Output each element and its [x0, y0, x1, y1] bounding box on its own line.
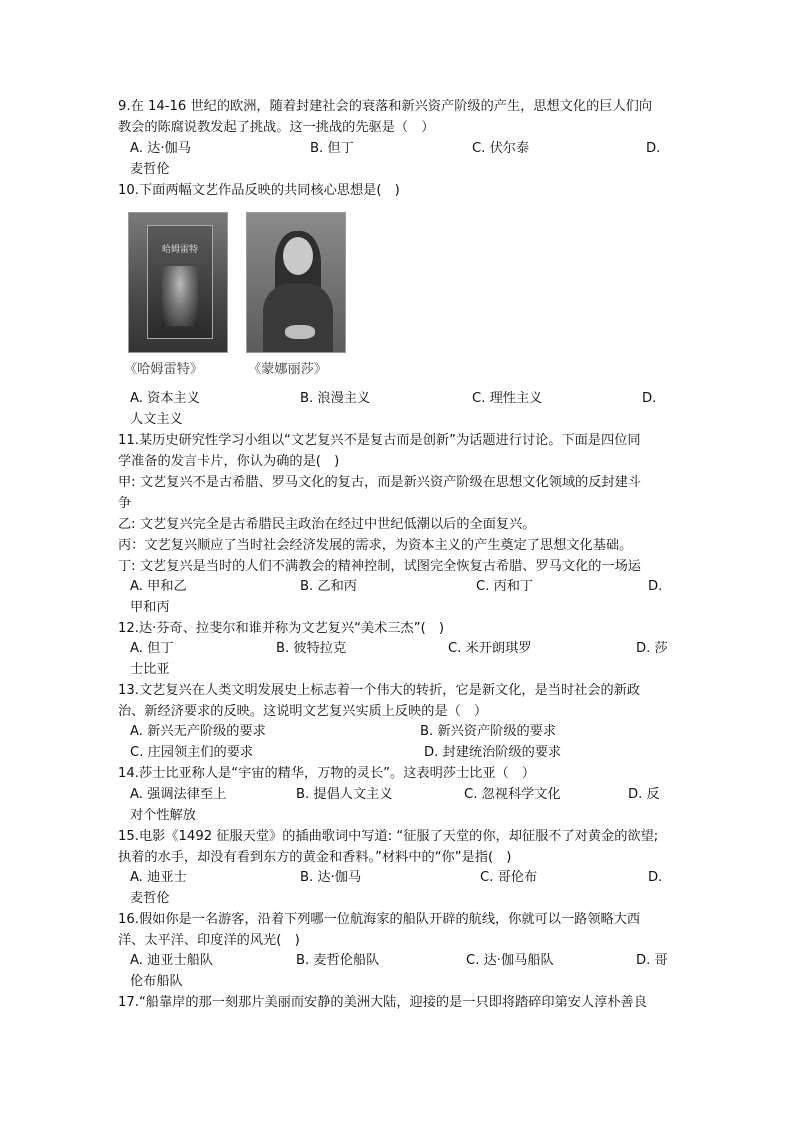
- q13-stem-line1: 13.文艺复兴在人类文明发展史上标志着一个伟大的转折，它是新文化，是当时社会的新政: [118, 683, 641, 698]
- q14-option-d-text: 对个性解放: [130, 808, 196, 823]
- q16-option-c: C. 达·伽马船队: [466, 953, 554, 968]
- q11-option-c: C. 丙和丁: [476, 579, 534, 594]
- q11-card-jia-line1: 甲: 文艺复兴不是古希腊、罗马文化的复古，而是新兴资产阶级在思想文化领域的反封建斗: [118, 475, 641, 490]
- q11-option-d: D.: [648, 579, 663, 594]
- q9-stem-line1: 9.在 14-16 世纪的欧洲，随着封建社会的衰落和新兴资产阶级的产生，思想文化的巨人们向: [118, 99, 653, 114]
- q9-option-d: D.: [646, 141, 661, 156]
- hamlet-cover-title: 哈姆雷特: [161, 245, 198, 255]
- q16-option-d-text: 伦布船队: [130, 974, 183, 989]
- q16-stem-line1: 16.假如你是一名游客，沿着下列哪一位航海家的船队开辟的航线，你就可以一路领略大西: [118, 912, 641, 927]
- q10-option-d: D.: [642, 391, 657, 406]
- q12-option-a: A. 但丁: [130, 641, 174, 656]
- hamlet-cover-figure: [162, 266, 198, 326]
- q9-option-c: C. 伏尔泰: [472, 141, 530, 156]
- q10-option-b: B. 浪漫主义: [300, 391, 371, 406]
- q11-option-a: A. 甲和乙: [130, 579, 187, 594]
- q15-option-d-text: 麦哲伦: [130, 891, 170, 906]
- q12-option-d-text: 士比亚: [130, 662, 170, 677]
- q10-option-d-text: 人文主义: [130, 412, 183, 427]
- mona-lisa-painting-image: [246, 212, 346, 353]
- q10-stem: 10.下面两幅文艺作品反映的共同核心思想是( ): [118, 183, 400, 198]
- q14-option-b: B. 提倡人文主义: [296, 787, 393, 802]
- q9-option-a: A. 达·伽马: [130, 141, 191, 156]
- q9-option-b: B. 但丁: [310, 141, 354, 156]
- q14-option-c: C. 忽视科学文化: [464, 787, 561, 802]
- q15-option-b: B. 达·伽马: [300, 870, 362, 885]
- q14-option-a: A. 强调法律至上: [130, 787, 227, 802]
- q13-option-c: C. 庄园领主们的要求: [130, 745, 254, 760]
- q13-option-a: A. 新兴无产阶级的要求: [130, 724, 266, 739]
- q10-option-a: A. 资本主义: [130, 391, 200, 406]
- q17-stem-line1: 17.“船靠岸的那一刻那片美丽而安静的美洲大陆，迎接的是一只即将踏碎印第安人淳朴善良: [118, 995, 647, 1010]
- q13-option-b: B. 新兴资产阶级的要求: [420, 724, 557, 739]
- q15-stem-line1: 15.电影《1492 征服天堂》的插曲歌词中写道: “征服了天堂的你，却征服不了对黄金的欲望;: [118, 829, 659, 844]
- mona-lisa-caption: 《蒙娜丽莎》: [248, 362, 328, 377]
- q11-stem-line1: 11.某历史研究性学习小组以“文艺复兴不是复古而是创新”为话题进行讨论。下面是四位同: [118, 433, 641, 448]
- q14-stem: 14.莎士比亚称人是“宇宙的精华，万物的灵长”。这表明莎士比亚（ ）: [118, 766, 536, 781]
- q11-option-d-text: 甲和丙: [130, 600, 170, 615]
- q13-option-d: D. 封建统治阶级的要求: [424, 745, 562, 760]
- hamlet-book-cover-image: [128, 212, 228, 353]
- q15-option-c: C. 哥伦布: [480, 870, 538, 885]
- q12-option-c: C. 米开朗琪罗: [448, 641, 532, 656]
- q12-option-b: B. 彼特拉克: [276, 641, 347, 656]
- q9-stem-line2: 教会的陈腐说教发起了挑战。这一挑战的先驱是（ ）: [118, 120, 435, 135]
- q16-option-b: B. 麦哲伦船队: [296, 953, 380, 968]
- q11-option-b: B. 乙和丙: [300, 579, 357, 594]
- q14-option-d: D. 反: [628, 787, 660, 802]
- q15-option-a: A. 迪亚士: [130, 870, 187, 885]
- q16-option-d: D. 哥: [636, 953, 668, 968]
- q11-card-yi: 乙: 文艺复兴完全是古希腊民主政治在经过中世纪低潮以后的全面复兴。: [118, 517, 536, 532]
- q11-card-jia-line2: 争: [118, 496, 132, 511]
- hamlet-caption: 《哈姆雷特》: [124, 362, 204, 377]
- q16-option-a: A. 迪亚士船队: [130, 953, 214, 968]
- q12-option-d: D. 莎: [636, 641, 668, 656]
- q10-option-c: C. 理性主义: [472, 391, 543, 406]
- q12-stem: 12.达·芬奇、拉斐尔和谁并称为文艺复兴“美术三杰”( ): [118, 621, 445, 636]
- q11-card-ding: 丁: 文艺复兴是当时的人们不满教会的精神控制，试图完全恢复古希腊、罗马文化的一场运: [118, 559, 641, 574]
- q15-stem-line2: 执着的水手，却没有看到东方的黄金和香料。”材料中的“你”是指( ): [118, 850, 512, 865]
- q13-stem-line2: 治、新经济要求的反映。这说明文艺复兴实质上反映的是（ ）: [118, 704, 488, 719]
- q11-card-bing: 丙：文艺复兴顺应了当时社会经济发展的需求，为资本主义的产生奠定了思想文化基础。: [118, 538, 633, 553]
- q9-option-d-text: 麦哲伦: [130, 162, 170, 177]
- q15-option-d: D.: [648, 870, 663, 885]
- q16-stem-line2: 洋、太平洋、印度洋的风光( ): [118, 933, 300, 948]
- q11-stem-line2: 学准备的发言卡片，你认为确的是( ): [118, 454, 340, 469]
